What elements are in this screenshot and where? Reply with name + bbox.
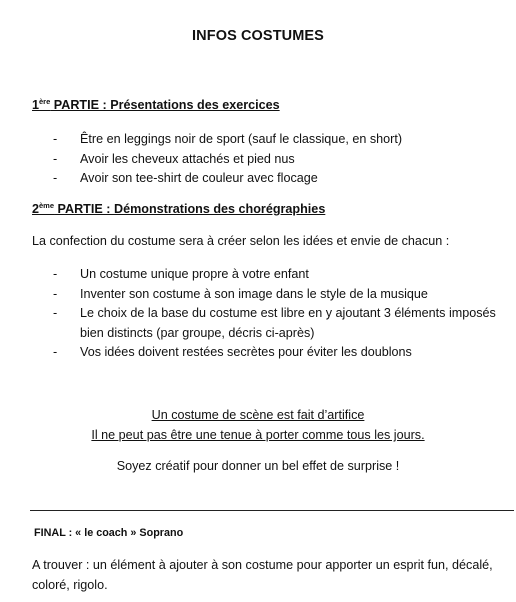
list-item [0, 169, 516, 189]
list-item-text: Un costume unique propre à votre enfant [80, 267, 309, 281]
part2-heading-text: PARTIE : Démonstrations des chorégraphies [54, 202, 326, 216]
part2-superscript: ème [39, 201, 55, 210]
part2-intro: La confection du costume sera à créer selon les idées et envie de chacun : [32, 234, 450, 248]
document-title: INFOS COSTUMES [192, 28, 324, 44]
list-dash: - [53, 132, 58, 146]
horizontal-divider [30, 510, 514, 511]
list-item-text: Inventer son costume à son image dans le style de la musique [80, 286, 428, 301]
part1-list [0, 130, 516, 189]
list-item-text: Avoir son tee-shirt de couleur avec flocage [80, 171, 318, 185]
list-dash: - [53, 151, 58, 166]
list-item [0, 343, 516, 363]
list-item [0, 285, 516, 305]
list-item [0, 130, 516, 150]
part2-list [0, 265, 516, 363]
part1-number: 1 [32, 98, 40, 112]
list-item-text: Vos idées doivent restées secrètes pour éviter les doublons [80, 345, 412, 359]
part1-heading-text: PARTIE : Présentations des exercices [50, 98, 280, 112]
list-item [0, 304, 516, 343]
part2-number: 2 [32, 202, 40, 216]
list-item-text: Avoir les cheveux attachés et pied nus [80, 151, 295, 166]
list-dash: - [53, 171, 58, 185]
part1-heading [32, 98, 280, 112]
list-dash: - [53, 286, 58, 301]
list-dash: - [53, 306, 58, 320]
part1-superscript: ère [39, 97, 51, 106]
list-item [0, 150, 516, 170]
list-item [0, 265, 516, 285]
list-item-text: Le choix de la base du costume est libre en y ajoutant 3 éléments imposés bien distincts (par groupe, décris ci-après) [80, 306, 496, 340]
list-dash: - [53, 345, 58, 359]
note-line-2-text: Il ne peut pas être une tenue à porter comme tous les jours. [91, 428, 425, 442]
final-heading: FINAL : « le coach » Soprano [34, 527, 184, 539]
part2-heading [32, 202, 325, 216]
note-line-1-text: Un costume de scène est fait d’artifice [151, 408, 365, 422]
list-item-text: Être en leggings noir de sport (sauf le classique, en short) [80, 132, 403, 146]
final-text: A trouver : un élément à ajouter à son costume pour apporter un esprit fun, décalé, coloré, rigolo. [32, 558, 493, 592]
list-dash: - [53, 267, 58, 281]
note-line-1 [0, 408, 516, 422]
note-line-2 [0, 428, 516, 442]
note-line-3: Soyez créatif pour donner un bel effet de surprise ! [116, 459, 400, 473]
